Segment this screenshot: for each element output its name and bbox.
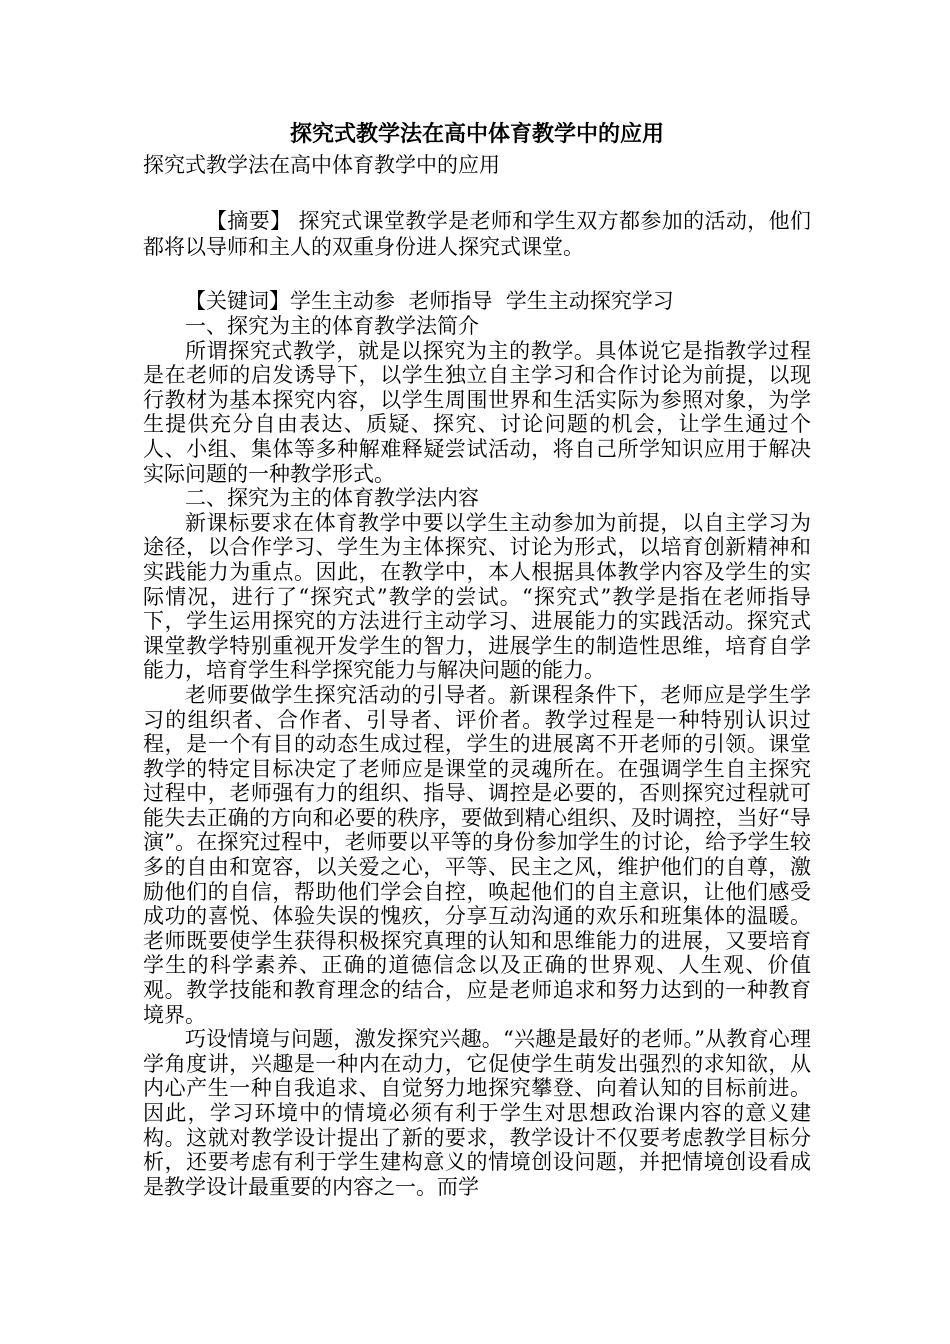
spacer: [143, 180, 811, 208]
abstract-paragraph: 【摘要】 探究式课堂教学是老师和学生双方都参加的活动，他们都将以导师和主人的双重身份进人探究式课堂。: [143, 209, 811, 259]
section-heading-1: 一、探究为主的体育教学法简介: [185, 314, 479, 338]
document-page: [143, 118, 811, 1199]
spacer: [143, 260, 811, 288]
document-subtitle: 探究式教学法在高中体育教学中的应用: [143, 153, 500, 177]
section2-paragraph-2: 老师要做学生探究活动的引导者。新课程条件下，老师应是学生学习的组织者、合作者、引导者、评价者。教学过程是一种特别认识过程，是一个有目的动态生成过程，学生的进展离不开老师的引领。课堂教学的特定目标决定了老师应是课堂的灵魂所在。在强调学生自主探究过程中，老师强有力的组织、指导、调控是必要的，否则探究过程就可能失去正确的方向和必要的秩序，要做到精心组织、及时调控，当好“导演”。在探究过程中，老师要以平等的身份参加学生的讨论，给予学生较多的自由和宽容，以关爱之心，平等、民主之风，维护他们的自尊，激励他们的自信，帮助他们学会自控，唤起他们的自主意识，让他们感受成功的喜悦、体验失误的愧疚，分享互动沟通的欢乐和班集体的温暖。老师既要使学生获得积极探究真理的认知和思维能力的进展，又要培育学生的科学素养、正确的道德信念以及正确的世界观、人生观、价值观。教学技能和教育理念的结合，应是老师追求和努力达到的一种教育境界。: [143, 682, 811, 1027]
section2-paragraph-3: 巧设情境与问题，激发探究兴趣。“兴趣是最好的老师。”从教育心理学角度讲，兴趣是一种内在动力，它促使学生萌发出强烈的求知欲，从内心产生一种自我追求、自觉努力地探究攀登、向着认知的目标前进。因此，学习环境中的情境必须有利于学生对思想政治课内容的意义建构。这就对教学设计提出了新的要求，教学设计不仅要考虑教学目标分析，还要考虑有利于学生建构意义的情境创设问题，并把情境创设看成是教学设计最重要的内容之一。而学: [143, 1027, 811, 1199]
section-heading-2: 二、探究为主的体育教学法内容: [185, 486, 479, 511]
section1-paragraph-1: 所谓探究式教学，就是以探究为主的教学。具体说它是指教学过程是在老师的启发诱导下，以学生独立自主学习和合作讨论为前提，以现行教材为基本探究内容，以学生周围世界和生活实际为参照对象，为学生提供充分自由表达、质疑、探究、讨论问题的机会，让学生通过个人、小组、集体等多种解难释疑尝试活动，将自己所学知识应用于解决实际问题的一种教学形式。: [143, 338, 811, 486]
document-title: 探究式教学法在高中体育教学中的应用: [289, 121, 664, 147]
keywords-line: 【关键词】学生主动参 老师指导 学生主动探究学习: [185, 289, 674, 313]
section2-paragraph-1: 新课标要求在体育教学中要以学生主动参加为前提，以自主学习为途径，以合作学习、学生为主体探究、讨论为形式，以培育创新精神和实践能力为重点。因此，在教学中，本人根据具体教学内容及学生的实际情况，进行了“探究式”教学的尝试。“探究式”教学是指在老师指导下，学生运用探究的方法进行主动学习、进展能力的实践活动。探究式课堂教学特别重视开发学生的智力，进展学生的制造性思维，培育自学能力，培育学生科学探究能力与解决问题的能力。: [143, 510, 811, 683]
